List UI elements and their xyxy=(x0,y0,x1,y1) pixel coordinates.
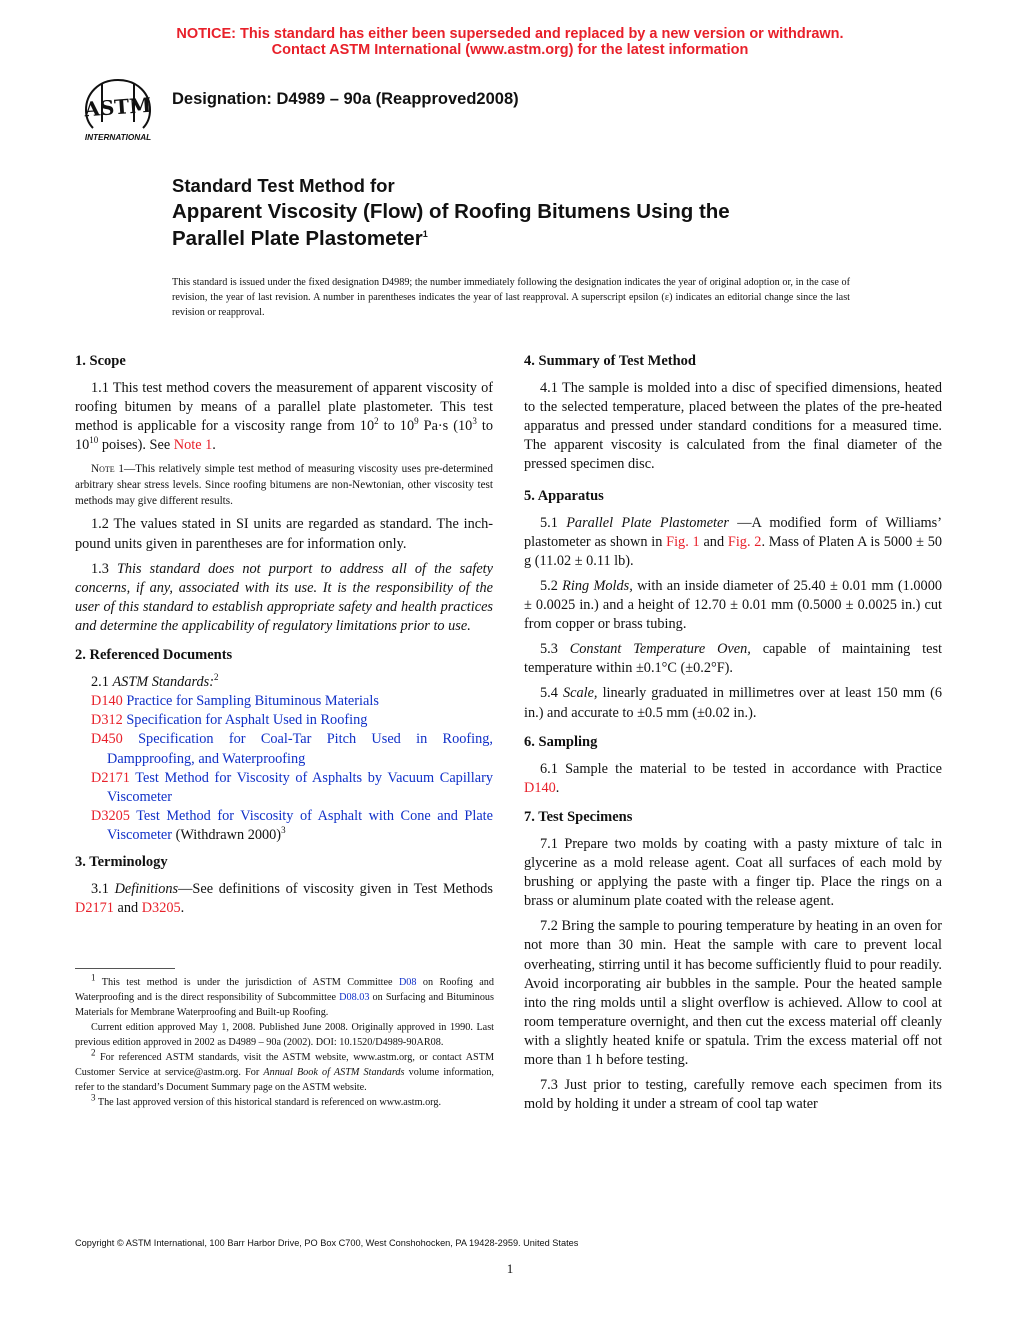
reference-code-link[interactable]: D2171 xyxy=(91,769,130,786)
link-committee-d08[interactable]: D08 xyxy=(398,977,417,988)
section-sampling-heading: 6. Sampling xyxy=(524,733,598,750)
reference-code-link[interactable]: D312 xyxy=(91,712,123,729)
footnote-1-edition: Current edition approved May 1, 2008. Published June 2008. Originally approved in 1990. Last previous edition approved in 2002 as D4989 – 90a (2002). DOI: 10.1520/D4989-90AR08. xyxy=(75,1022,494,1048)
left-column xyxy=(75,352,493,924)
reference-code-link[interactable]: D3205 xyxy=(91,807,130,824)
right-column xyxy=(524,352,942,1120)
notice-line-1: NOTICE: This standard has either been superseded and replaced by a new version or withdrawn. xyxy=(176,26,844,42)
section-specimens-heading: 7. Test Specimens xyxy=(524,808,633,825)
footnote-rule xyxy=(75,968,175,969)
reference-item xyxy=(91,730,493,768)
reference-title-link[interactable]: Practice for Sampling Bituminous Materials xyxy=(122,693,379,710)
reference-status: (Withdrawn 2000) xyxy=(172,826,282,843)
section-refdocs-heading: 2. Referenced Documents xyxy=(75,647,233,664)
link-d140[interactable]: D140 xyxy=(524,779,556,796)
scope-1-2: 1.2 The values stated in SI units are regarded as standard. The inch-pound units given in parentheses are for information only. xyxy=(75,516,493,552)
apparatus-5-2: 5.2 Ring Molds, with an inside diameter of 25.40 ± 0.01 mm (1.0000 ± 0.0025 in.) and a height of 12.70 ± 0.01 mm (0.5000 ± 0.0025 in.) cut from copper or brass tubing. xyxy=(524,577,942,633)
link-fig-1[interactable]: Fig. 1 xyxy=(666,533,700,550)
link-fig-2[interactable]: Fig. 2 xyxy=(727,533,762,550)
reference-title-link[interactable]: Specification for Asphalt Used in Roofing xyxy=(122,712,368,729)
link-d3205[interactable]: D3205 xyxy=(141,900,181,917)
section-summary-heading: 4. Summary of Test Method xyxy=(524,353,696,369)
reference-item xyxy=(91,692,493,711)
astm-logo xyxy=(72,74,164,144)
reference-code-link[interactable]: D450 xyxy=(91,731,123,748)
title-line-2: Apparent Viscosity (Flow) of Roofing Bitumens Using the xyxy=(172,200,730,223)
notice-line-2: Contact ASTM International (www.astm.org) for the latest information xyxy=(271,42,749,58)
title-line-1: Standard Test Method for xyxy=(172,175,395,196)
footnote-2: $^2$ For referenced ASTM standards, visit the ASTM website, www.astm.org, or contact ASTM Customer Service at service@astm.org. For Annual Book of ASTM Standards volume information, refer to the standard’s Document Summary page on the ASTM website. xyxy=(75,1047,494,1093)
note-1-link[interactable]: Note 1 xyxy=(173,437,213,454)
logo-letters: ASTM xyxy=(83,92,153,122)
reference-item xyxy=(91,769,493,807)
footnote-1: $^1$ This test method is under the jurisdiction of ASTM Committee D08 on Roofing and Waterproofing and is the direct responsibility of Subcommittee D08.03 on Surfacing and Bituminous Materials for Membrane Waterproofing and Built-up Roofing. xyxy=(75,972,494,1018)
summary-4-1: 4.1 The sample is molded into a disc of specified dimensions, heated to the selected temperature, placed between the plates of the pre-heated apparatus and pressed under standard conditions for a measured time. The apparent viscosity is calculated from the final diameter of the pressed specimen disc. xyxy=(524,380,942,473)
document-title xyxy=(172,174,872,252)
title-footnote-ref[interactable]: 1 xyxy=(422,229,428,240)
reference-code-link[interactable]: D140 xyxy=(91,693,123,710)
page-number: 1 xyxy=(506,1261,514,1276)
specimens-7-3: 7.3 Just prior to testing, carefully remove each specimen from its mold by holding it under a stream of cool tap water xyxy=(524,1077,942,1113)
scope-1-1: 1.1 This test method covers the measurement of apparent viscosity of roofing bitumen by means of a parallel plate plastometer. This test method is applicable for a viscosity range from $10^2$ to $10^9$ Pa·s ($10^3$ to $10^{10}$ poises). See Note 1. xyxy=(75,380,493,454)
scope-1-3: 1.3 This standard does not purport to address all of the safety concerns, if any, associated with its use. It is the responsibility of the user of this standard to establish appropriate safety and health practices and determine the applicability of regulatory limitations prior to use. xyxy=(75,560,493,634)
reference-title-link[interactable]: Test Method for Viscosity of Asphalt with Cone and Plate Viscometer xyxy=(107,807,493,843)
apparatus-5-1: 5.1 Parallel Plate Plastometer —A modified form of Williams’ plastometer as shown in Fig. 1 and Fig. 2. Mass of Platen A is 5000 ± 50 g (11.02 ± 0.11 lb). xyxy=(524,514,942,569)
refdocs-2-1: 2.1 ASTM Standards:$^2$ xyxy=(91,672,219,691)
issuance-statement: This standard is issued under the fixed designation D4989; the number immediately following the designation indicates the year of original adoption or, in the case of revision, the year of last revision. A number in parentheses indicates the year of last reapproval. A superscript epsilon (ε) indicates an editorial change since the last revision or reapproval. xyxy=(172,277,850,318)
reference-title-link[interactable]: Specification for Coal-Tar Pitch Used in Roofing, Dampproofing, and Waterproofing xyxy=(107,731,493,767)
specimens-7-2: 7.2 Bring the sample to pouring temperature by heating in an oven for not more than 30 min. Heat the sample with care to prevent local overheating, stirring until it has become sufficiently fluid to pour readily. Avoid incorporating air bubbles in the sample. Pour the heated sample into the ring molds until a slight overflow is achieved. Allow to cool at room temperature overnight, and then cut the excess material off cleanly with a slightly heated knife or spatula. Trim the excess material off not more than 1 h before testing. xyxy=(524,918,942,1068)
title-line-3: Parallel Plate Plastometer$^1$ xyxy=(172,227,428,250)
footnote-3: $^3$ The last approved version of this historical standard is referenced on www.astm.org. xyxy=(91,1092,442,1108)
reference-title-link[interactable]: Test Method for Viscosity of Asphalts by Vacuum Capillary Viscometer xyxy=(107,769,493,805)
footnotes xyxy=(75,972,494,1110)
sampling-6-1: 6.1 Sample the material to be tested in accordance with Practice D140. xyxy=(524,760,942,796)
designation: Designation: D4989 – 90a (Reapproved2008) xyxy=(172,90,519,108)
reference-item xyxy=(91,807,493,845)
reference-item xyxy=(91,711,493,730)
apparatus-5-4: 5.4 Scale, linearly graduated in millimetres over at least 150 mm (6 in.) and accurate to ±0.5 mm (±0.02 in.). xyxy=(524,685,942,721)
section-terminology-heading: 3. Terminology xyxy=(75,853,168,870)
referenced-standards-list xyxy=(75,692,493,845)
apparatus-5-3: 5.3 Constant Temperature Oven, capable of maintaining test temperature within ±0.1°C (±0.2°F). xyxy=(524,641,942,677)
section-scope-heading: 1. Scope xyxy=(75,353,126,369)
link-subcommittee-d08-03[interactable]: D08.03 xyxy=(339,992,370,1003)
logo-sub: INTERNATIONAL xyxy=(84,133,152,142)
terminology-3-1: 3.1 Definitions—See definitions of viscosity given in Test Methods D2171 and D3205. xyxy=(75,881,493,917)
note-1: Note 1—This relatively simple test method of measuring viscosity uses pre-determined arbitrary shear stress levels. Since roofing bitumens are non-Newtonian, other viscosity test methods may give different results. xyxy=(75,463,493,508)
link-d2171[interactable]: D2171 xyxy=(75,900,114,917)
supersede-notice xyxy=(0,26,1020,58)
section-apparatus-heading: 5. Apparatus xyxy=(524,487,604,504)
reference-footnote-ref[interactable]: 3 xyxy=(281,825,286,836)
specimens-7-1: 7.1 Prepare two molds by coating with a pasty mixture of talc in glycerine as a mold release agent. Coat all surfaces of each mold by brushing or applying the paste with a finger tip. Place the rings on a brass or aluminum plate coated with the release agent. xyxy=(524,835,942,910)
copyright-line: Copyright © ASTM International, 100 Barr Harbor Drive, PO Box C700, West Conshohocken, PA 19428-2959. United States xyxy=(75,1238,579,1248)
